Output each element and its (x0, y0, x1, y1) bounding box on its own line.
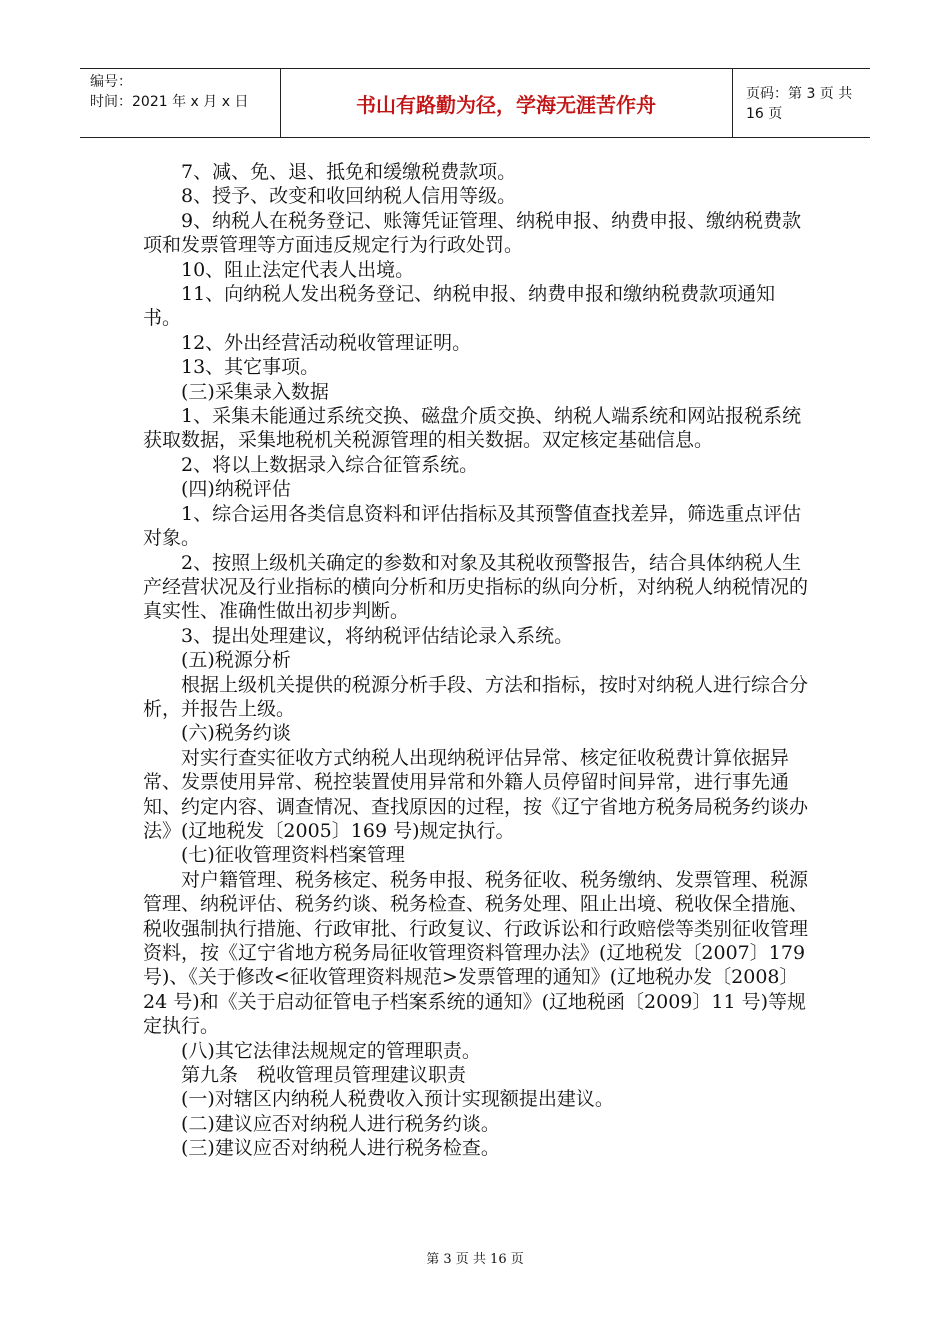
paragraph: 11、向纳税人发出税务登记、纳税申报、纳费申报和缴纳税费款项通知书。 (143, 283, 776, 330)
paragraph: 10、阻止法定代表人出境。 (181, 258, 415, 281)
paragraph: 根据上级机关提供的税源分析手段、方法和指标，按时对纳税人进行综合分析，并报告上级。 (143, 673, 809, 720)
paragraph: (一)对辖区内纳税人税费收入预计实现额提出建议。 (181, 1088, 614, 1111)
paragraph: 对实行查实征收方式纳税人出现纳税评估异常、核定征收税费计算依据异常、发票使用异常、税控装置使用异常和外籍人员停留时间异常，进行事先通知、约定内容、调查情况、查找原因的过程，按《辽宁省地方税务局税务约谈办法》(辽地税发〔2005〕169 号)规定执行。 (143, 746, 809, 842)
paragraph: 3、提出处理建议，将纳税评估结论录入系统。 (181, 624, 574, 647)
paragraph: (二)建议应否对纳税人进行税务约谈。 (181, 1112, 500, 1135)
number-label: 编号： (90, 74, 132, 90)
paragraph: 9、纳税人在税务登记、账簿凭证管理、纳税申报、纳费申报、缴纳税费款项和发票管理等方面违反规定行为行政处罚。 (143, 209, 802, 257)
motto: 书山有路勤为径，学海无涯苦作舟 (280, 69, 733, 137)
section-heading: (四)纳税评估 (181, 478, 291, 501)
paragraph: 2、按照上级机关确定的参数和对象及其税收预警报告，结合具体纳税人生产经营状况及行业指标的横向分析和历史指标的纵向分析，对纳税人纳税情况的真实性、准确性做出初步判断。 (143, 551, 809, 623)
section-heading: (六)税务约谈 (181, 722, 291, 745)
section-heading: (五)税源分析 (181, 649, 291, 672)
page-label: 页码：第 3 页 共 16 页 (746, 86, 853, 122)
paragraph: 7、减、免、退、抵免和缓缴税费款项。 (181, 161, 517, 183)
time-label: 时间：2021 年 x 月 x 日 (90, 94, 249, 110)
paragraph: (三)建议应否对纳税人进行税务检查。 (181, 1137, 500, 1160)
paragraph: (八)其它法律法规规定的管理职责。 (181, 1039, 481, 1062)
document-body (143, 160, 810, 1161)
paragraph: 2、将以上数据录入综合征管系统。 (181, 453, 479, 476)
paragraph: 13、其它事项。 (181, 356, 320, 379)
header-info-cell (80, 69, 281, 137)
page-footer: 第 3 页 共 16 页 (426, 1252, 524, 1267)
paragraph: 对户籍管理、税务核定、税务申报、税务征收、税务缴纳、发票管理、税源管理、纳税评估、税务约谈、税务检查、税务处理、阻止出境、税收保全措施、税收强制执行措施、行政审批、行政复议、行政诉讼和行政赔偿等类别征收管理资料，按《辽宁省地方税务局征收管理资料管理办法》(辽地税发〔2007〕179 号)、《关于修改<征收管理资料规范>发票管理的通知》(辽地税办发〔2008〕24 号)和《关于启动征管电子档案系统的通知》(辽地税函〔2009〕11 号)等规定执行。 (143, 868, 809, 1038)
article-heading: 第九条 税收管理员管理建议职责 (181, 1064, 467, 1087)
paragraph: 1、采集未能通过系统交换、磁盘介质交换、纳税人端系统和网站报税系统获取数据，采集地税机关税源管理的相关数据。双定核定基础信息。 (143, 405, 802, 452)
section-heading: (七)征收管理资料档案管理 (181, 844, 405, 867)
section-heading: (三)采集录入数据 (181, 380, 329, 403)
paragraph: 12、外出经营活动税收管理证明。 (181, 331, 472, 354)
paragraph: 8、授予、改变和收回纳税人信用等级。 (181, 185, 517, 208)
paragraph: 1、综合运用各类信息资料和评估指标及其预警值查找差异，筛选重点评估对象。 (143, 502, 802, 550)
page-header (80, 68, 870, 138)
